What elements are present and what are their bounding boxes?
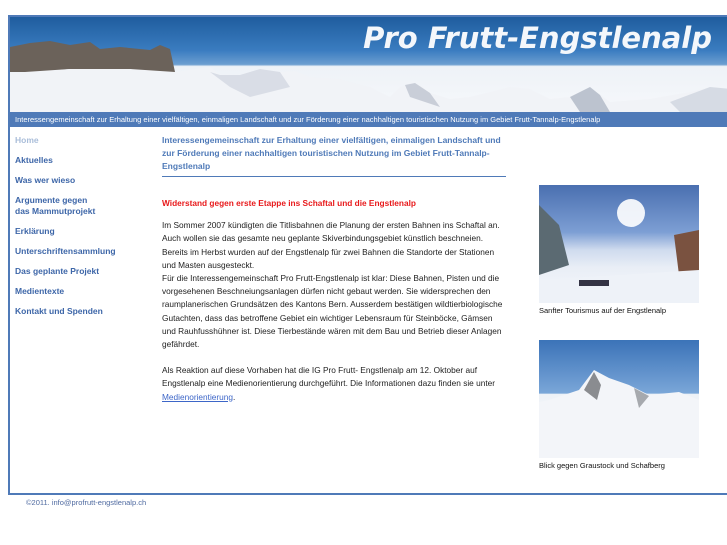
tagline-bar: Interessengemeinschaft zur Erhaltung einer vielfältigen, einmaligen Landschaft und zur Förderung einer nachhaltigen touristischen Nutzung im Gebiet Frutt-Tannalp-Engstlenalp (10, 112, 727, 127)
paragraph: Für die Interessengemeinschaft Pro Frutt-Engstlenalp ist klar: Diese Bahnen, Pisten und die vorgesehenen Beschneiungsanlagen dürfen nicht gebaut werden. Sie widersprechen den raumplanerischen Grundsätzen des Kantons Bern. Ausserdem bestätigen wildtierbiologische Gutachten, dass das betroffene Gebiet ein wichtiger Lebensraum für Steinböcke, Gämsen und Rauhfusshühner ist. Diese Tierbestände wären mit dem Bau und Betrieb dieser Anlagen gefährdet. (162, 273, 503, 350)
photo-figure (539, 185, 701, 315)
paragraph-text: Als Reaktion auf diese Vorhaben hat die IG Pro Frutt- Engstlenalp am 12. Oktober auf Engstlenalp eine Medienorientierung durchgeführt. Die Informationen dazu finden sie unter (162, 365, 496, 389)
photo-figure (539, 340, 701, 470)
paragraph (162, 364, 506, 404)
nav-item-geplante-projekt[interactable]: Das geplante Projekt (15, 266, 100, 276)
page-heading: Interessengemeinschaft zur Erhaltung einer vielfältigen, einmaligen Landschaft und zur Förderung einer nachhaltigen touristischen Nutzung im Gebiet Frutt-Tannalp-Engstlenalp (162, 134, 506, 177)
footer-copyright: ©2011. info@profrutt-engstlenalp.ch (26, 498, 147, 507)
site-title: Pro Frutt-Engstlenalp (363, 21, 712, 55)
nav-item-unterschriftensammlung[interactable]: Unterschriftensammlung (15, 246, 116, 256)
header-banner (10, 17, 727, 112)
paragraph-text: . (233, 391, 236, 402)
nav-item-erklaerung[interactable]: Erklärung (15, 226, 55, 236)
medienorientierung-link[interactable]: Medienorientierung (162, 391, 234, 402)
paragraph: Im Sommer 2007 kündigten die Titlisbahnen die Planung der ersten Bahnen ins Schaftal an. Auch wollen sie das gesamte neu geplante Skiverbindungsgebiet künstlich beschneien. Bereits im Herbst wurden auf der Engstlenalp für zwei Bahnen die Standorte der Stationen und Masten ausgesteckt. (162, 220, 500, 270)
alert-heading: Widerstand gegen erste Etappe ins Schaftal und die Engstlenalp (162, 198, 416, 208)
nav-item-argumente[interactable]: Argumente gegen das Mammutprojekt (15, 195, 96, 216)
photo-caption: Sanfter Tourismus auf der Engstlenalp (539, 306, 667, 315)
photo-caption: Blick gegen Graustock und Schafberg (539, 461, 665, 470)
main-content (162, 134, 506, 417)
nav-item-was-wer-wieso[interactable]: Was wer wieso (15, 175, 76, 185)
nav-item-medientexte[interactable]: Medientexte (15, 286, 65, 296)
photo-graustock (539, 340, 699, 458)
nav-item-kontakt[interactable]: Kontakt und Spenden (15, 306, 103, 316)
photo-engstlenalp (539, 185, 699, 303)
nav-item-aktuelles[interactable]: Aktuelles (15, 155, 53, 165)
sidebar-nav (15, 135, 145, 326)
nav-item-home[interactable]: Home (15, 135, 39, 145)
